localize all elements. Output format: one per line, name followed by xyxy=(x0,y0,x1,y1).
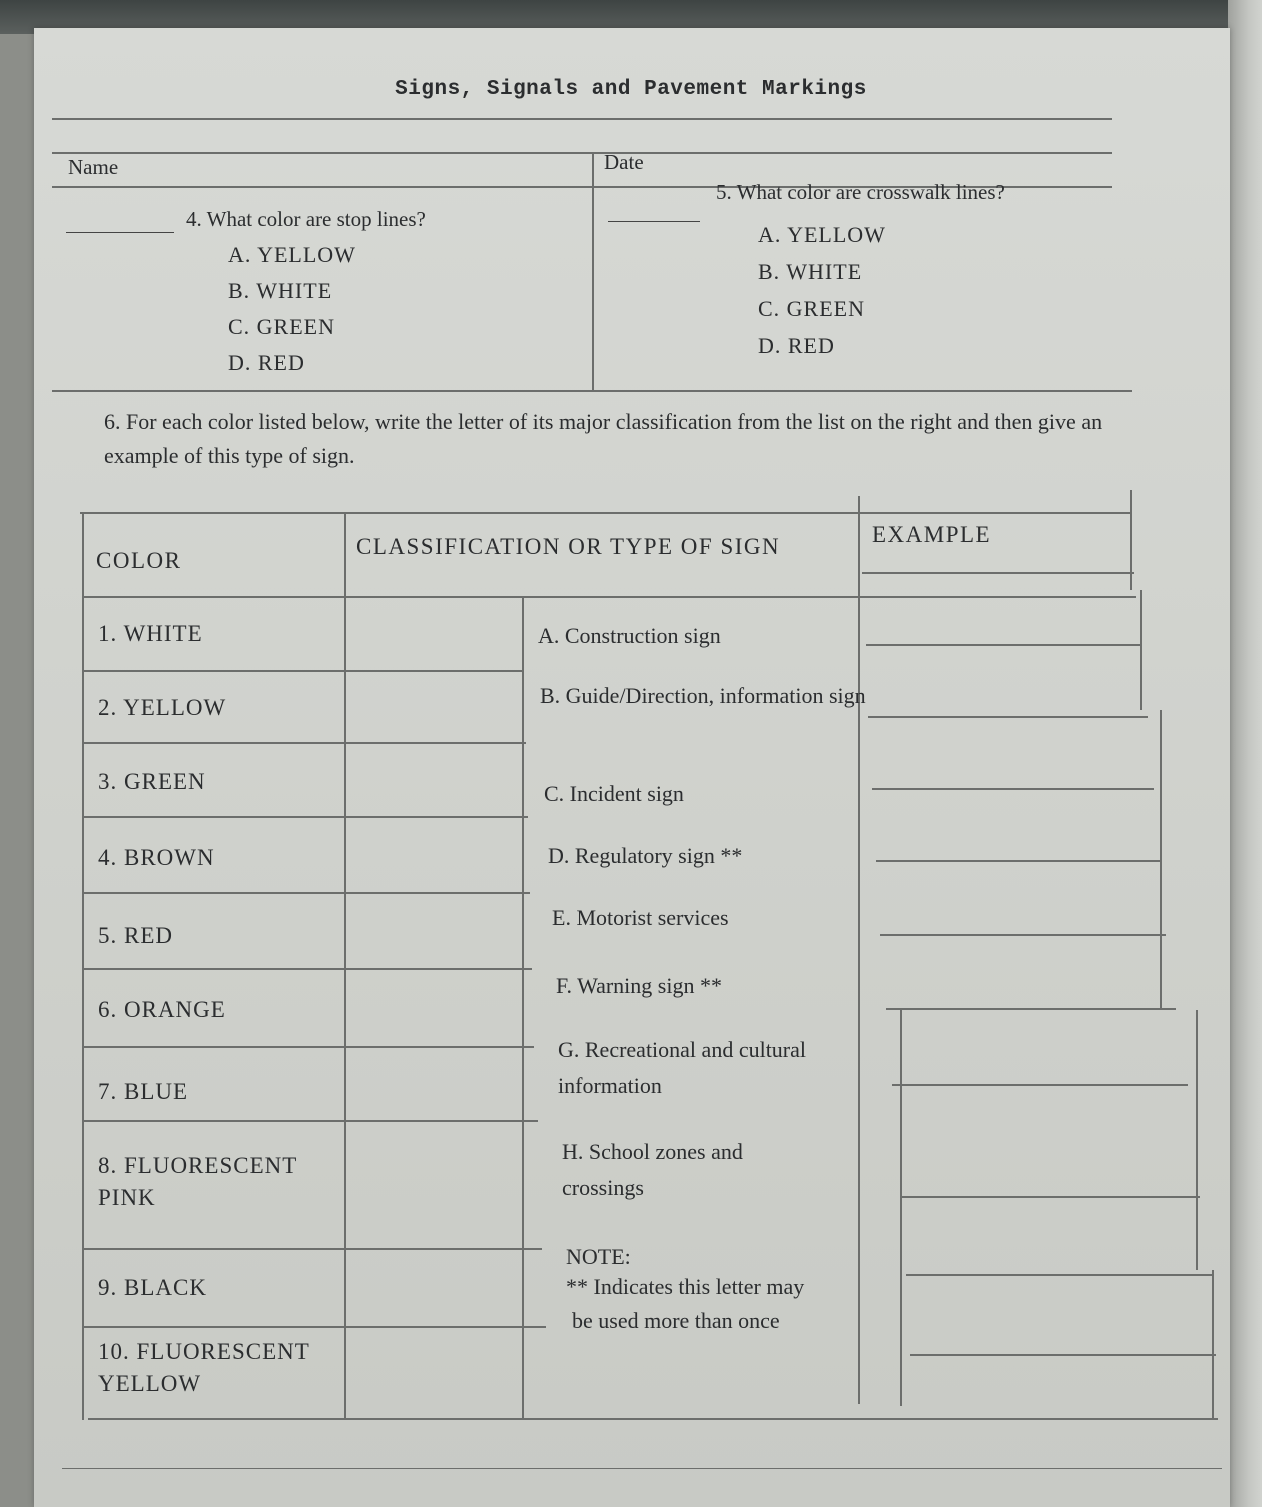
answer-cell-7[interactable] xyxy=(346,1048,522,1118)
q4-answer-blank[interactable] xyxy=(66,232,174,233)
color-column-header: COLOR xyxy=(96,548,182,573)
color-row-3: 3. GREEN xyxy=(98,769,206,794)
color-row-1: 1. WHITE xyxy=(98,621,203,646)
example-column-header: EXAMPLE xyxy=(872,522,992,547)
q6-instruction: 6. For each color listed below, write the letter of its major classification from the list on the right and then give an example of this type of sign. xyxy=(104,409,1103,468)
classification-f: F. Warning sign ** xyxy=(556,973,722,998)
header-top-rule xyxy=(52,118,1112,120)
example-cell-9[interactable] xyxy=(900,1200,1198,1272)
q5-option-b: B. WHITE xyxy=(758,259,863,284)
classification-a: A. Construction sign xyxy=(538,623,721,648)
classification-column-divider xyxy=(858,496,860,1404)
answer-cell-6[interactable] xyxy=(346,970,522,1044)
example-cell-6[interactable] xyxy=(880,938,1164,1006)
note-line-2: be used more than once xyxy=(572,1308,780,1333)
classification-h: H. School zones and crossings xyxy=(562,1139,743,1200)
example-rule-5 xyxy=(880,934,1166,936)
answer-cell-10[interactable] xyxy=(346,1328,522,1416)
color-row-2: 2. YELLOW xyxy=(98,695,227,720)
table-top-rule xyxy=(80,512,1130,514)
questions-bottom-rule xyxy=(52,390,1132,392)
classification-b: B. Guide/Direction, information sign xyxy=(540,683,866,708)
example-right-border-4 xyxy=(1212,1270,1214,1420)
example-rule-0 xyxy=(862,572,1134,574)
color-row-6: 6. ORANGE xyxy=(98,997,226,1022)
example-cell-2[interactable] xyxy=(866,648,1138,714)
q5-option-d: D. RED xyxy=(758,333,835,358)
example-rule-9 xyxy=(906,1274,1212,1276)
example-header-right-border xyxy=(1130,490,1132,590)
answer-cell-3[interactable] xyxy=(346,744,522,814)
color-row-4: 4. BROWN xyxy=(98,845,215,870)
q5-option-c: C. GREEN xyxy=(758,296,865,321)
color-row-9: 9. BLACK xyxy=(98,1275,207,1300)
q5-answer-blank[interactable] xyxy=(608,221,700,222)
example-rule-1 xyxy=(866,644,1140,646)
example-cell-1[interactable] xyxy=(862,576,1132,642)
example-cell-7[interactable] xyxy=(886,1012,1174,1082)
example-cell-5[interactable] xyxy=(876,864,1160,932)
header-divider xyxy=(592,152,594,390)
q4-option-b: B. WHITE xyxy=(228,278,333,303)
classification-d: D. Regulatory sign ** xyxy=(548,843,743,868)
color-row-8: 8. FLUORESCENT PINK xyxy=(98,1153,297,1210)
worksheet-title: Signs, Signals and Pavement Markings xyxy=(395,78,867,101)
example-rule-7 xyxy=(892,1084,1188,1086)
color-row-5: 5. RED xyxy=(98,923,173,948)
example-cell-10[interactable] xyxy=(906,1278,1208,1352)
example-rule-2 xyxy=(868,716,1148,718)
example-right-border-1 xyxy=(1140,590,1142,710)
color-row-7: 7. BLUE xyxy=(98,1079,189,1104)
answer-cell-5[interactable] xyxy=(346,894,522,966)
example-cell-3[interactable] xyxy=(868,720,1146,786)
classification-g: G. Recreational and cultural information xyxy=(558,1037,807,1098)
q4-option-c: C. GREEN xyxy=(228,314,335,339)
note-heading: NOTE: xyxy=(566,1244,631,1269)
date-label: Date xyxy=(604,150,644,174)
example-rule-4 xyxy=(876,860,1162,862)
q4-question: 4. What color are stop lines? xyxy=(186,207,426,231)
example-cell-8[interactable] xyxy=(892,1088,1186,1194)
answer-cell-8[interactable] xyxy=(346,1122,522,1246)
answer-cell-4[interactable] xyxy=(346,818,522,890)
answer-column-divider xyxy=(522,596,524,1418)
example-rule-3 xyxy=(872,788,1154,790)
photo-right-edge xyxy=(1228,0,1262,1507)
example-rule-10 xyxy=(910,1354,1216,1356)
q5-question: 5. What color are crosswalk lines? xyxy=(716,180,1005,204)
q4-option-a: A. YELLOW xyxy=(228,242,356,267)
name-row-top-rule xyxy=(52,152,1112,154)
table-bottom-rule xyxy=(88,1418,1218,1420)
table-left-border xyxy=(82,512,84,1420)
name-label: Name xyxy=(68,155,119,179)
classification-e: E. Motorist services xyxy=(552,905,729,930)
example-cell-4[interactable] xyxy=(872,792,1152,858)
answer-cell-9[interactable] xyxy=(346,1250,522,1324)
q5-option-a: A. YELLOW xyxy=(758,222,886,247)
page-bottom-rule xyxy=(62,1468,1222,1469)
answer-cell-1[interactable] xyxy=(346,598,522,668)
q4-option-d: D. RED xyxy=(228,350,305,375)
note-line-1: ** Indicates this letter may xyxy=(566,1274,805,1299)
example-rule-8 xyxy=(900,1196,1200,1198)
classification-column-header: CLASSIFICATION OR TYPE OF SIGN xyxy=(356,534,781,559)
answer-cell-2[interactable] xyxy=(346,672,522,740)
example-rule-6 xyxy=(886,1008,1176,1010)
color-row-10: 10. FLUORESCENT YELLOW xyxy=(98,1339,310,1396)
classification-c: C. Incident sign xyxy=(544,781,684,806)
